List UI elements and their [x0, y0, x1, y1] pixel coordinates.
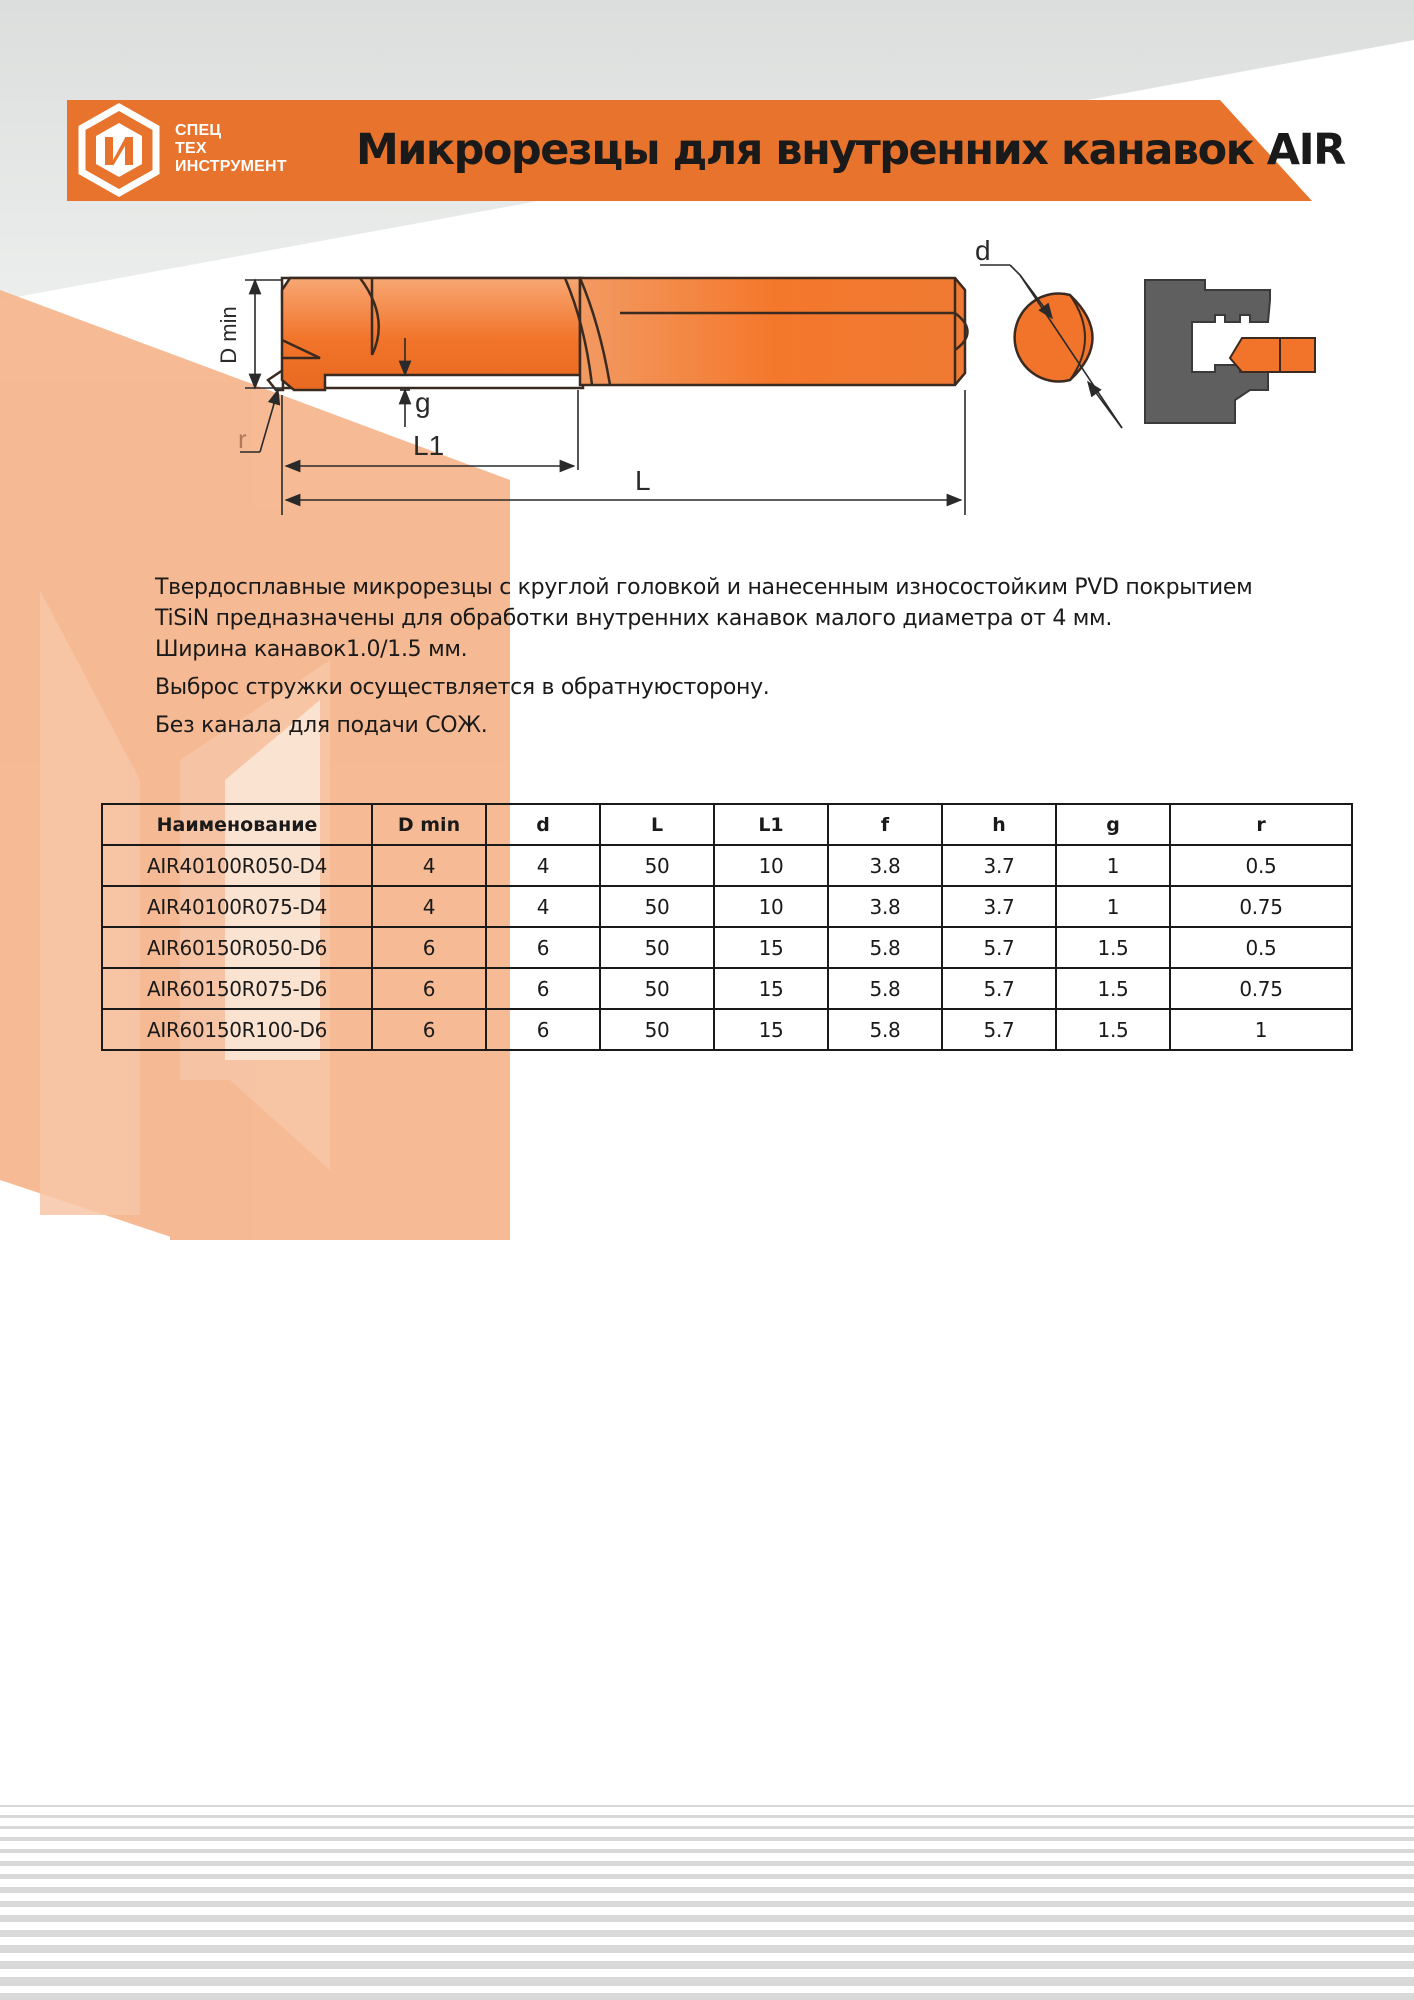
table-cell: 3.8	[828, 886, 942, 927]
table-cell: 15	[714, 927, 828, 968]
table-cell: 6	[486, 1009, 600, 1050]
table-cell: 5.8	[828, 927, 942, 968]
table-row	[102, 1009, 1352, 1050]
table-cell: 0.75	[1170, 968, 1352, 1009]
table-cell: 1.5	[1056, 968, 1170, 1009]
table-cell: AIR40100R075-D4	[102, 886, 372, 927]
table-cell: 50	[600, 927, 714, 968]
table-cell: 50	[600, 1009, 714, 1050]
hexagon-logo-icon	[78, 104, 160, 196]
column-header: L	[600, 804, 714, 845]
table-cell: AIR40100R050-D4	[102, 845, 372, 886]
table-cell: 10	[714, 845, 828, 886]
table-cell: AIR60150R050-D6	[102, 927, 372, 968]
brand-name-line: ТЕХ	[175, 140, 207, 157]
description-line: Без канала для подачи СОЖ.	[155, 713, 488, 738]
column-header: g	[1056, 804, 1170, 845]
table-cell: 6	[486, 927, 600, 968]
table-cell: 4	[372, 886, 486, 927]
table-cell: 3.7	[942, 845, 1056, 886]
table-cell: 4	[372, 845, 486, 886]
table-cell: 5.7	[942, 927, 1056, 968]
table-cell: AIR60150R100-D6	[102, 1009, 372, 1050]
table-row	[102, 968, 1352, 1009]
specification-table	[101, 803, 1353, 1051]
brand-name	[175, 122, 287, 176]
column-header: h	[942, 804, 1056, 845]
table-cell: 1	[1056, 845, 1170, 886]
workpiece-section-view	[1145, 280, 1315, 423]
table-cell: 1.5	[1056, 927, 1170, 968]
column-header: r	[1170, 804, 1352, 845]
table-cell: 1	[1056, 886, 1170, 927]
column-header: Наименование	[102, 804, 372, 845]
dim-label-l: L	[635, 465, 651, 496]
table-cell: AIR60150R075-D6	[102, 968, 372, 1009]
dim-label-r: r	[238, 424, 247, 454]
product-description	[155, 572, 1335, 741]
dim-label-l1: L1	[413, 430, 445, 461]
table-cell: 0.75	[1170, 886, 1352, 927]
description-line: Выброс стружки осуществляется в обратнуюсторону.	[155, 675, 770, 700]
table-cell: 6	[372, 968, 486, 1009]
brand-name-line: СПЕЦ	[175, 122, 222, 139]
column-header: d	[486, 804, 600, 845]
page-title: Микрорезцы для внутренних канавок AIR	[356, 125, 1345, 175]
table-cell: 3.8	[828, 845, 942, 886]
table-cell: 50	[600, 968, 714, 1009]
footer-decoration	[0, 1800, 1414, 2000]
table-row	[102, 845, 1352, 886]
tool-technical-drawing	[216, 230, 1320, 530]
table-cell: 5.7	[942, 1009, 1056, 1050]
description-line: Ширина канавок1.0/1.5 мм.	[155, 637, 468, 662]
table-header-row	[102, 804, 1352, 845]
table-cell: 6	[372, 927, 486, 968]
table-cell: 15	[714, 1009, 828, 1050]
brand-name-line: ИНСТРУМЕНТ	[175, 158, 287, 175]
table-cell: 10	[714, 886, 828, 927]
tool-end-view	[975, 235, 1122, 428]
description-line: Твердосплавные микрорезцы с круглой головкой и нанесенным износостойким PVD покрытием	[155, 575, 1253, 600]
table-cell: 3.7	[942, 886, 1056, 927]
table-cell: 0.5	[1170, 845, 1352, 886]
table-cell: 50	[600, 845, 714, 886]
column-header: D min	[372, 804, 486, 845]
table-cell: 6	[486, 968, 600, 1009]
table-row	[102, 927, 1352, 968]
table-cell: 5.8	[828, 1009, 942, 1050]
dim-label-g: g	[415, 387, 431, 418]
table-cell: 1.5	[1056, 1009, 1170, 1050]
dim-label-d-min: D min	[216, 306, 241, 364]
table-row	[102, 886, 1352, 927]
table-cell: 1	[1170, 1009, 1352, 1050]
table-cell: 5.8	[828, 968, 942, 1009]
table-cell: 4	[486, 886, 600, 927]
description-line: TiSiN предназначены для обработки внутренних канавок малого диаметра от 4 мм.	[155, 606, 1113, 631]
dim-label-d: d	[975, 235, 991, 266]
tool-side-view	[268, 278, 968, 390]
table-cell: 0.5	[1170, 927, 1352, 968]
column-header: f	[828, 804, 942, 845]
table-cell: 15	[714, 968, 828, 1009]
table-cell: 50	[600, 886, 714, 927]
table-cell: 4	[486, 845, 600, 886]
column-header: L1	[714, 804, 828, 845]
table-cell: 5.7	[942, 968, 1056, 1009]
table-cell: 6	[372, 1009, 486, 1050]
